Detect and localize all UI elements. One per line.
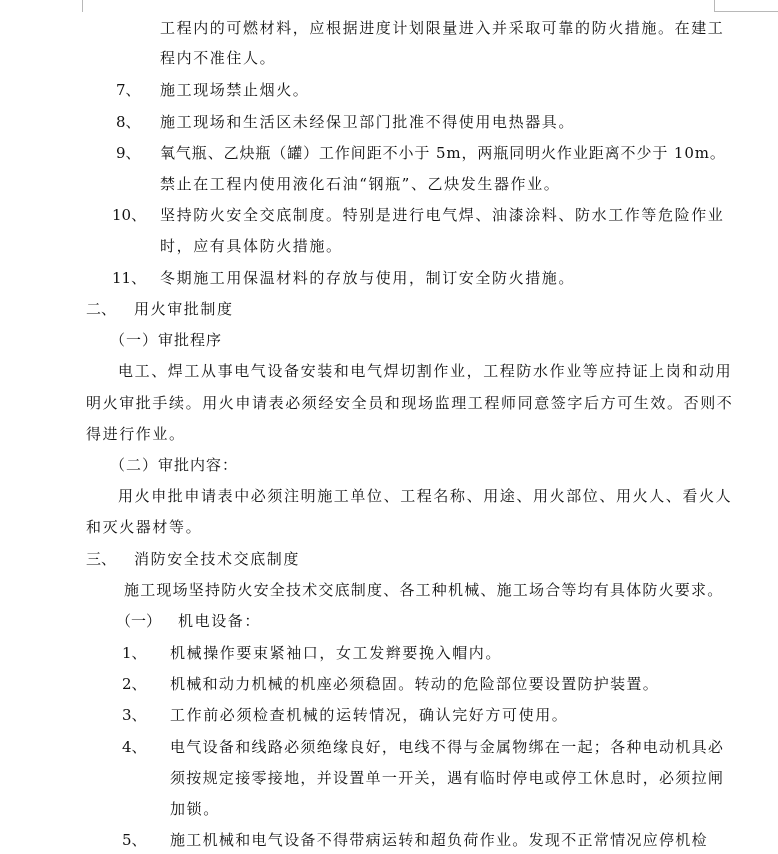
section-3-item-3-number: 3、: [122, 706, 147, 724]
section-3-item-1-number: 1、: [122, 644, 147, 662]
section-2-number: 二、: [86, 300, 117, 318]
item-9-line-2: 禁止在工程内使用液化石油“钢瓶”、乙炔发生器作业。: [160, 175, 561, 193]
section-3-title: 消防安全技术交底制度: [134, 550, 301, 568]
item-8-number: 8、: [116, 113, 141, 131]
item-10-line-1: 坚持防火安全交底制度。特别是进行电气焊、油漆涂料、防水工作等危险作业: [160, 206, 725, 224]
section-2-sub-2: （二）审批内容：: [110, 456, 239, 474]
section-3-item-4-line-3: 加锁。: [170, 800, 220, 818]
section-3-item-4-number: 4、: [122, 738, 147, 756]
section-3-item-2-text: 机械和动力机械的机座必须稳固。转动的危险部位要设置防护装置。: [170, 675, 660, 693]
section-3-item-5-number: 5、: [122, 831, 147, 849]
section-2-para-2-line-2: 和灭火器材等。: [86, 518, 203, 536]
section-3-item-4-line-1: 电气设备和线路必须绝缘良好，电线不得与金属物绑在一起；各种电动机具必: [170, 738, 725, 756]
item-9-line-1: 氧气瓶、乙炔瓶（罐）工作间距不小于 5m，两瓶同明火作业距离不少于 10m。: [160, 144, 726, 162]
item-7-number: 7、: [116, 81, 141, 99]
section-3-item-3-text: 工作前必须检查机械的运转情况，确认完好方可使用。: [170, 706, 569, 724]
item-9-number: 9、: [116, 144, 141, 162]
section-2-para-1-line-2: 明火审批手续。用火申请表必须经安全员和现场监理工程师同意签字后方可生效。否则不: [86, 394, 734, 412]
section-3-number: 三、: [86, 550, 117, 568]
crop-mark-right-h: [714, 11, 778, 12]
section-3-sub-1-title: 机电设备：: [178, 612, 262, 630]
item-11-number: 11、: [112, 269, 147, 287]
item-7-text: 施工现场禁止烟火。: [160, 81, 310, 99]
section-3-item-1-text: 机械操作要束紧袖口，女工发辫要挽入帽内。: [170, 644, 503, 662]
section-3-item-5-text: 施工机械和电气设备不得带病运转和超负荷作业。发现不正常情况应停机检: [170, 831, 708, 849]
item-6-line-1: 工程内的可燃材料，应根据进度计划限量进入并采取可靠的防火措施。在建工: [160, 19, 725, 37]
section-3-item-4-line-2: 须按规定接零接地，并设置单一开关，遇有临时停电或停工休息时，必须拉闸: [170, 769, 725, 787]
crop-mark-left: [82, 0, 83, 12]
item-6-line-2: 程内不准住人。: [160, 49, 277, 67]
item-11-text: 冬期施工用保温材料的存放与使用，制订安全防火措施。: [160, 269, 576, 287]
section-3-sub-1-number: （一）: [116, 612, 162, 630]
section-2-para-1-line-1: 电工、焊工从事电气设备安装和电气焊切割作业，工程防水作业等应持证上岗和动用: [118, 362, 733, 380]
section-2-para-2-line-1: 用火申批申请表中必须注明施工单位、工程名称、用途、用火部位、用火人、看火人: [118, 487, 733, 505]
section-3-item-2-number: 2、: [122, 675, 147, 693]
section-2-para-1-line-3: 得进行作业。: [86, 425, 186, 443]
section-3-intro: 施工现场坚持防火安全技术交底制度、各工种机械、施工场合等均有具体防火要求。: [124, 581, 724, 599]
item-10-number: 10、: [112, 206, 147, 224]
section-2-sub-1: （一）审批程序: [110, 331, 223, 349]
section-2-title: 用火审批制度: [134, 300, 234, 318]
item-10-line-2: 时，应有具体防火措施。: [160, 237, 343, 255]
item-8-text: 施工现场和生活区未经保卫部门批准不得使用电热器具。: [160, 113, 576, 131]
